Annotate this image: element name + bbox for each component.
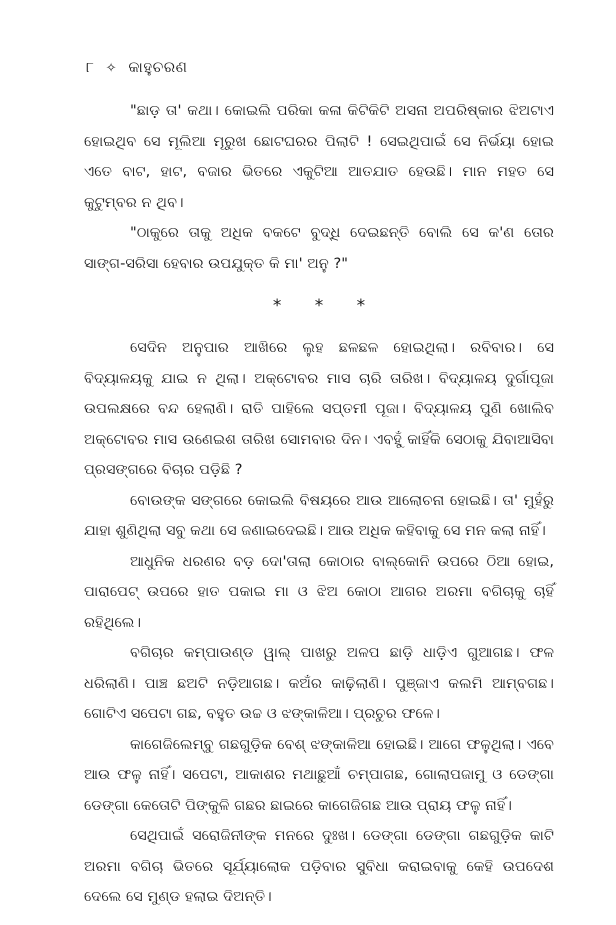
running-header [86,58,187,76]
running-title: କାହୁଚରଣ [128,58,188,76]
paragraph: ସେଦିନ ଅନୁପାର ଆଖିରେ ଲୁହ ଛଳଛଳ ହୋଇଥିଲା। ରବିବାର। ସେ ବିଦ୍ୟାଳୟକୁ ଯାଇ ନ ଥିଲା। ଅକ୍ଟୋବର ମାସ ଚାରି ତାରିଖ। ବିଦ୍ୟାଳୟ ଦୁର୍ଗାପୂଜା ଉପଲକ୍ଷରେ ବନ୍ଦ ହେଲାଣି। ରାତି ପାହିଲେ ସପ୍ତମୀ ପୂଜା। ବିଦ୍ୟାଳୟ ପୁଣି ଖୋଲିବ ଅକ୍ଟୋବର ମାସ ଉଣେଇଶ ତାରିଖ ସୋମବାର ଦିନ। ଏବହୁଁ କାହିଁକି ସେଠାକୁ ଯିବାଆସିବା ପ୍ରସଙ୍ଗରେ ବିଚାର ପଡ଼ିଛି ? [84,339,554,478]
paragraph: ଆଧୁନିକ ଧରଣର ବଡ଼ ଦୋ'ତାଲା କୋଠାର ବାଲ୍‌କୋନି ଉପରେ ଠିଆ ହୋଇ, ପାରାପେଟ୍ ଉପରେ ହାତ ପକାଇ ମା ଓ ଝିଅ କୋଠା ଆଗର ଅରମା ବଗିଚାକୁ ଚାହିଁ ରହିଥିଲେ। [84,552,554,631]
paragraph: କାଗେଜିଲେମ୍ବୁ ଗଛଗୁଡ଼ିକ ବେଶ୍ ଝଙ୍କାଳିଆ ହୋଇଛି। ଆଗେ ଫଳୁଥିଲା। ଏବେ ଆଉ ଫଳୁ ନାହିଁ। ସପେଟା, ଆକାଶର ମଥାଛୁଆଁ ଚମ୍ପାଗଛ, ଗୋଲାପଜାମୁ ଓ ଡେଙ୍ଗା ଡେଙ୍ଗା କେତୋଟି ପିଙ୍କୁଳି ଗଛର ଛାଇରେ କାଗେଜିଗଛ ଆଉ ପ୍ରାୟ ଫଳୁ ନାହିଁ। [84,735,554,814]
paragraph: "ଠାକୁରେ ତାକୁ ଅଧିକ ବକଟେ ବୁଦ୍ଧି ଦେଇଛନ୍ତି ବୋଲି ସେ କ'ଣ ତୋର ସାଙ୍ଗ-ସରିସା ହେବାର ଉପଯୁକ୍ତ କି ମା' ଅନୁ ?" [84,224,554,272]
paragraph: "ଛାଡ଼ ତା' କଥା। କୋଇଲି ପରିକା କଳା କିଟିକିଟି ଅସନା ଅପରିଷ୍କାର ଝିଅଟାଏ ହୋଇଥିବ ସେ ମୂଲିଆ ମୂରୁଖ ଛୋଟଘରର ପିଲାଟି ! ସେଇଥିପାଇଁ ସେ ନିର୍ଭୟା ହୋଇ ଏତେ ବାଟ, ହାଟ, ବଜାର ଭିତରେ ଏକୁଟିଆ ଆତଯାତ ହେଉଛି। ମାନ ମହତ ସେ କୁଟୁମ୍ବର ନ ଥିବ। [84,102,554,211]
section-divider: * * * [272,296,380,316]
ornament-icon: ✧ [105,61,118,76]
paragraph: ସେଥିପାଇଁ ସରୋଜିନୀଙ୍କ ମନରେ ଦୁଃଖ। ଡେଙ୍ଗା ଡେଙ୍ଗା ଗଛଗୁଡ଼ିକ କାଟି ଅରମା ବଗିଚା ଭିତରେ ସୂର୍ଯ୍ୟାଲୋକ ପଡ଼ିବାର ସୁବିଧା କରାଇବାକୁ କେହି ଉପଦେଶ ଦେଲେ ସେ ମୁଣ୍ଡ ହଲାଇ ଦିଅନ୍ତି। [84,827,554,905]
paragraph: ବୋଉଙ୍କ ସଙ୍ଗରେ କୋଇଲି ବିଷୟରେ ଆଉ ଆଲୋଚନା ହୋଇଛି। ତା' ମୁହଁରୁ ଯାହା ଶୁଣିଥିଲା ସବୁ କଥା ସେ ଜଣାଇଦେଇଛି। ଆଉ ଅଧିକ କହିବାକୁ ସେ ମନ କଲା ନାହିଁ। [84,491,554,539]
paragraph: ବଗିଚାର କମ୍ପାଉଣ୍ଡ ୱାଲ୍ ପାଖରୁ ଅଳପ ଛାଡ଼ି ଧାଡ଼ିଏ ଗୁଆଗଛ। ଫଳ ଧରିଲାଣି। ପାଞ୍ଚ ଛଅଟି ନଡ଼ିଆଗଛ। କଅଁର କାଢ଼ିଲାଣି। ପୁଞ୍ଜାଏ କଲମି ଆମ୍ବଗଛ। ଗୋଟିଏ ସପେଟା ଗଛ, ବହୁତ ଉଚ୍ଚ ଓ ଝଙ୍କାଳିଆ। ପ୍ରଚୁର ଫଳେ। [84,644,554,722]
page-number: ୮ [86,58,95,76]
body-text [84,96,554,913]
